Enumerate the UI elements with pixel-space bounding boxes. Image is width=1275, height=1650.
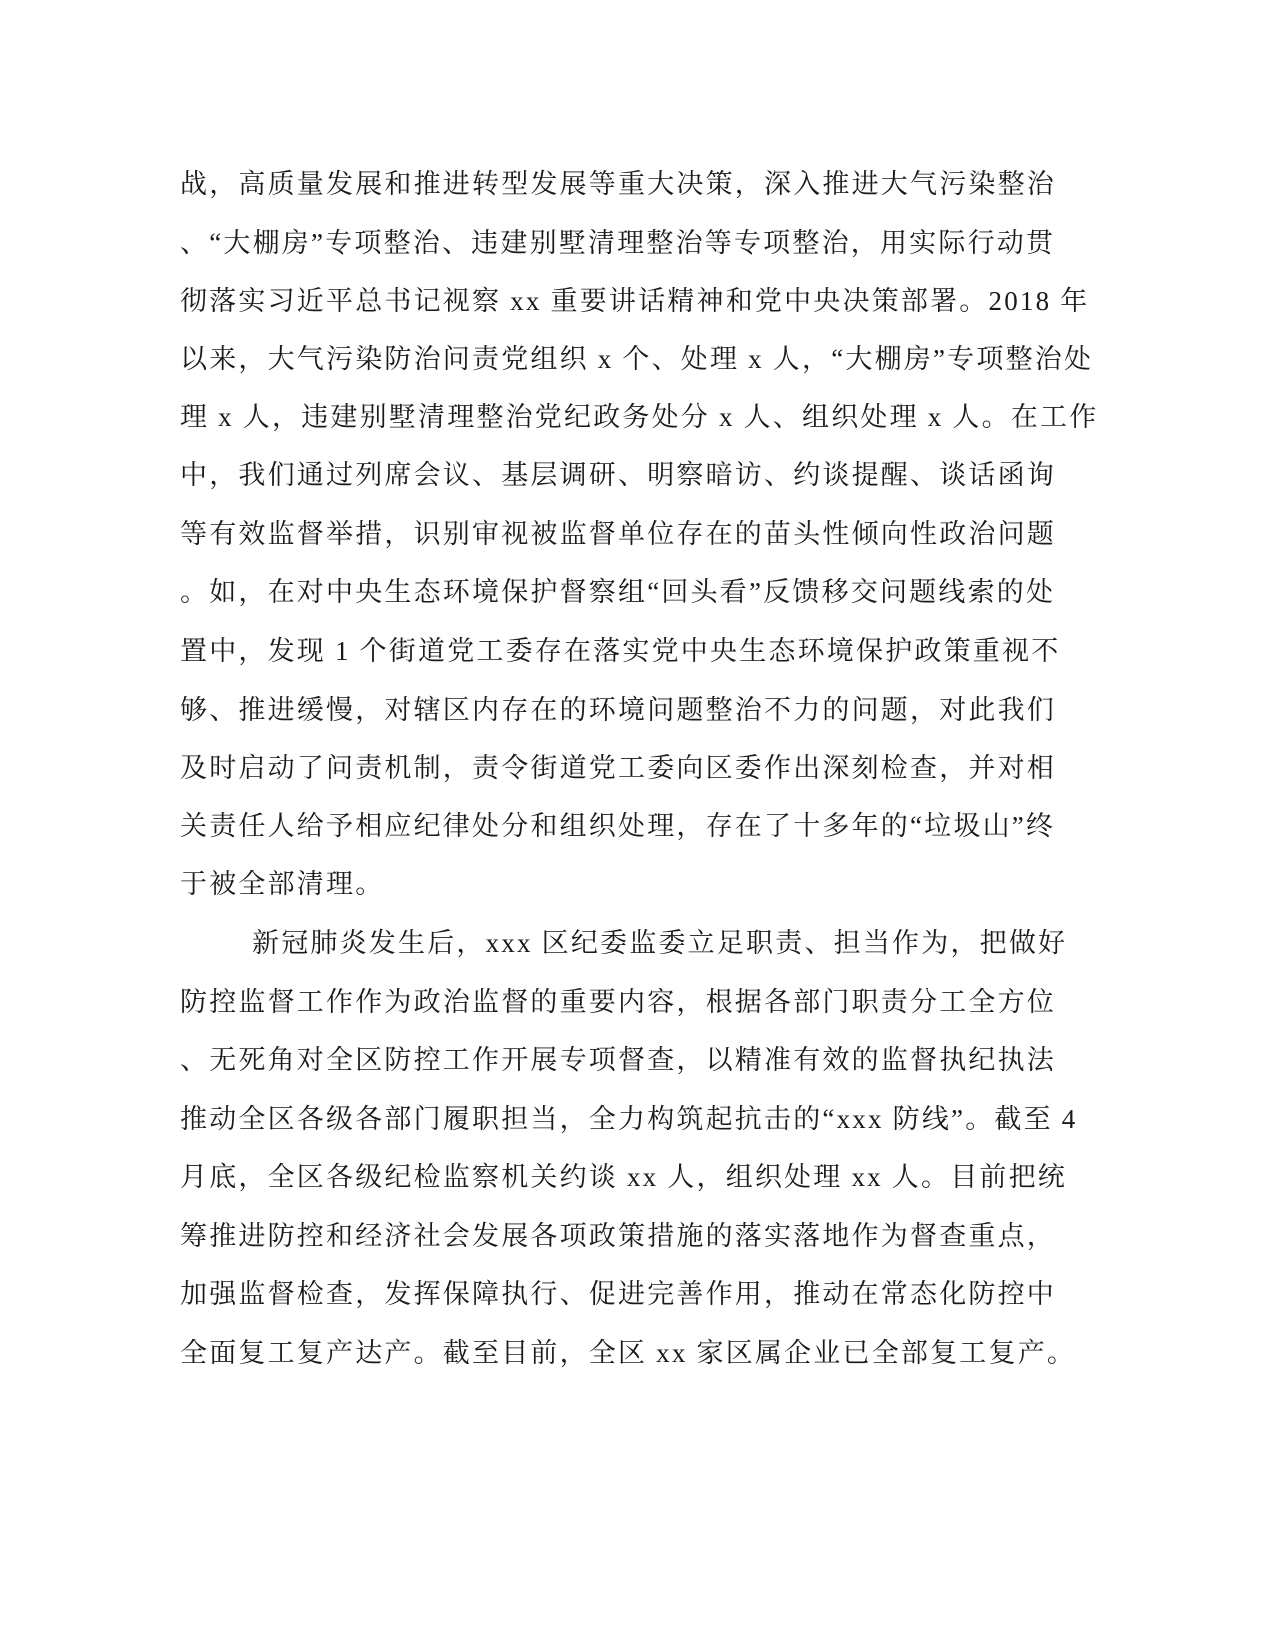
paragraph-2-line-5: 月底，全区各级纪检监察机关约谈 xx 人，组织处理 xx 人。目前把统 bbox=[180, 1162, 1067, 1192]
paragraph-2-line-6: 筹推进防控和经济社会发展各项政策措施的落实落地作为督查重点， bbox=[180, 1221, 1056, 1251]
paragraph-1-line-5: 理 x 人，违建别墅清理整治党纪政务处分 x 人、组织处理 x 人。在工作 bbox=[180, 402, 1099, 432]
paragraph-1-line-13: 于被全部清理。 bbox=[180, 869, 385, 899]
paragraph-1-line-6: 中，我们通过列席会议、基层调研、明察暗访、约谈提醒、谈话函询 bbox=[180, 460, 1056, 490]
paragraph-1-line-1: 战，高质量发展和推进转型发展等重大决策，深入推进大气污染整治 bbox=[180, 169, 1056, 199]
paragraph-1-line-11: 及时启动了问责机制，责令街道党工委向区委作出深刻检查，并对相 bbox=[180, 753, 1056, 783]
paragraph-1-line-10: 够、推进缓慢，对辖区内存在的环境问题整治不力的问题，对此我们 bbox=[180, 695, 1056, 725]
paragraph-1-line-3: 彻落实习近平总书记视察 xx 重要讲话精神和党中央决策部署。2018 年 bbox=[180, 286, 1090, 316]
paragraph-2-line-4: 推动全区各级各部门履职担当，全力构筑起抗击的“xxx 防线”。截至 4 bbox=[180, 1104, 1078, 1134]
paragraph-2-line-1: 新冠肺炎发生后，xxx 区纪委监委立足职责、担当作为，把做好 bbox=[252, 928, 1068, 958]
paragraph-1-line-7: 等有效监督举措，识别审视被监督单位存在的苗头性倾向性政治问题 bbox=[180, 519, 1056, 549]
paragraph-1-line-8: 。如，在对中央生态环境保护督察组“回头看”反馈移交问题线索的处 bbox=[180, 577, 1056, 607]
paragraph-1-line-12: 关责任人给予相应纪律处分和组织处理，存在了十多年的“垃圾山”终 bbox=[180, 811, 1056, 841]
paragraph-1-line-9: 置中，发现 1 个街道党工委存在落实党中央生态环境保护政策重视不 bbox=[180, 636, 1061, 666]
paragraph-2-line-2: 防控监督工作作为政治监督的重要内容，根据各部门职责分工全方位 bbox=[180, 987, 1056, 1017]
paragraph-1-line-2: 、“大棚房”专项整治、违建别墅清理整治等专项整治，用实际行动贯 bbox=[180, 228, 1056, 258]
paragraph-2-line-8: 全面复工复产达产。截至目前，全区 xx 家区属企业已全部复工复产。 bbox=[180, 1338, 1077, 1368]
paragraph-2-line-3: 、无死角对全区防控工作开展专项督查，以精准有效的监督执纪执法 bbox=[180, 1045, 1056, 1075]
paragraph-1-line-4: 以来，大气污染防治问责党组织 x 个、处理 x 人，“大棚房”专项整治处 bbox=[180, 344, 1094, 374]
paragraph-2-line-7: 加强监督检查，发挥保障执行、促进完善作用，推动在常态化防控中 bbox=[180, 1279, 1056, 1309]
